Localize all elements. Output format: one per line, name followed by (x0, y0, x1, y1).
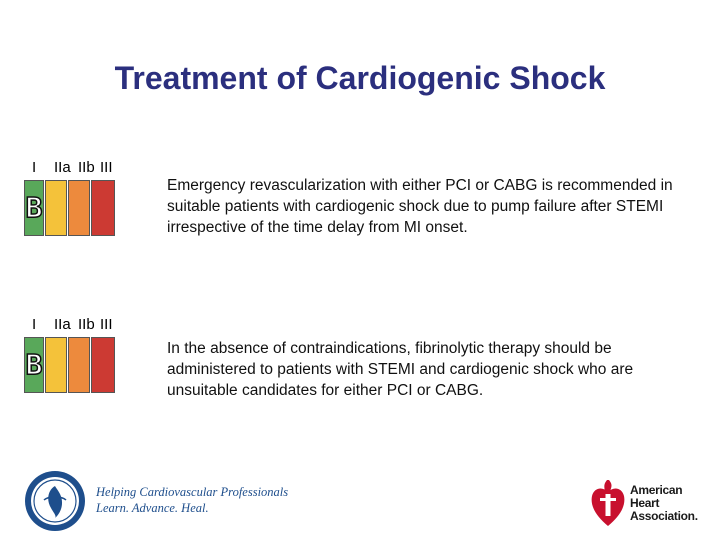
acc-tagline-line-1: Helping Cardiovascular Professionals (96, 485, 289, 499)
class-bar (24, 180, 120, 236)
class-label-i: I (32, 316, 37, 333)
page-title: Treatment of Cardiogenic Shock (114, 60, 606, 96)
class-iib-cell (68, 337, 90, 393)
class-label-iia: IIa (54, 316, 71, 333)
aha-line-1: American (630, 483, 683, 497)
class-label-iii: III (100, 159, 113, 176)
class-labels (24, 158, 124, 178)
class-label-i: I (32, 159, 37, 176)
acc-tagline (96, 484, 288, 516)
level-of-evidence: B (25, 191, 43, 224)
aha-line-3: Association. (630, 509, 698, 523)
recommendation-text-2: In the absence of contraindications, fibrinolytic therapy should be administered to patients with STEMI and cardiogenic shock who are unsuitable candidates for either PCI or CABG. (167, 340, 634, 399)
class-i-cell (24, 337, 44, 393)
class-i-cell (24, 180, 44, 236)
class-iia-cell (45, 337, 67, 393)
heart-torch-icon (588, 476, 628, 528)
class-iia-cell (45, 180, 67, 236)
class-iii-cell (91, 337, 115, 393)
class-indicator-2 (24, 315, 124, 393)
class-iii-cell (91, 180, 115, 236)
level-of-evidence: B (25, 348, 43, 381)
class-indicator-1 (24, 158, 124, 236)
acc-seal-icon (24, 470, 86, 532)
class-label-iib: IIb (78, 159, 95, 176)
class-label-iia: IIa (54, 159, 71, 176)
class-label-iii: III (100, 316, 113, 333)
aha-line-2: Heart (630, 496, 660, 510)
recommendation-text-1: Emergency revascularization with either PCI or CABG is recommended in suitable patients with cardiogenic shock due to pump failure after STEMI irrespective of the time delay from MI onset. (167, 177, 673, 236)
class-label-iib: IIb (78, 316, 95, 333)
class-iib-cell (68, 180, 90, 236)
footer (0, 468, 720, 532)
class-bar (24, 337, 120, 393)
aha-wordmark (630, 484, 698, 523)
acc-tagline-line-2: Learn. Advance. Heal. (96, 501, 209, 515)
class-labels (24, 315, 124, 335)
